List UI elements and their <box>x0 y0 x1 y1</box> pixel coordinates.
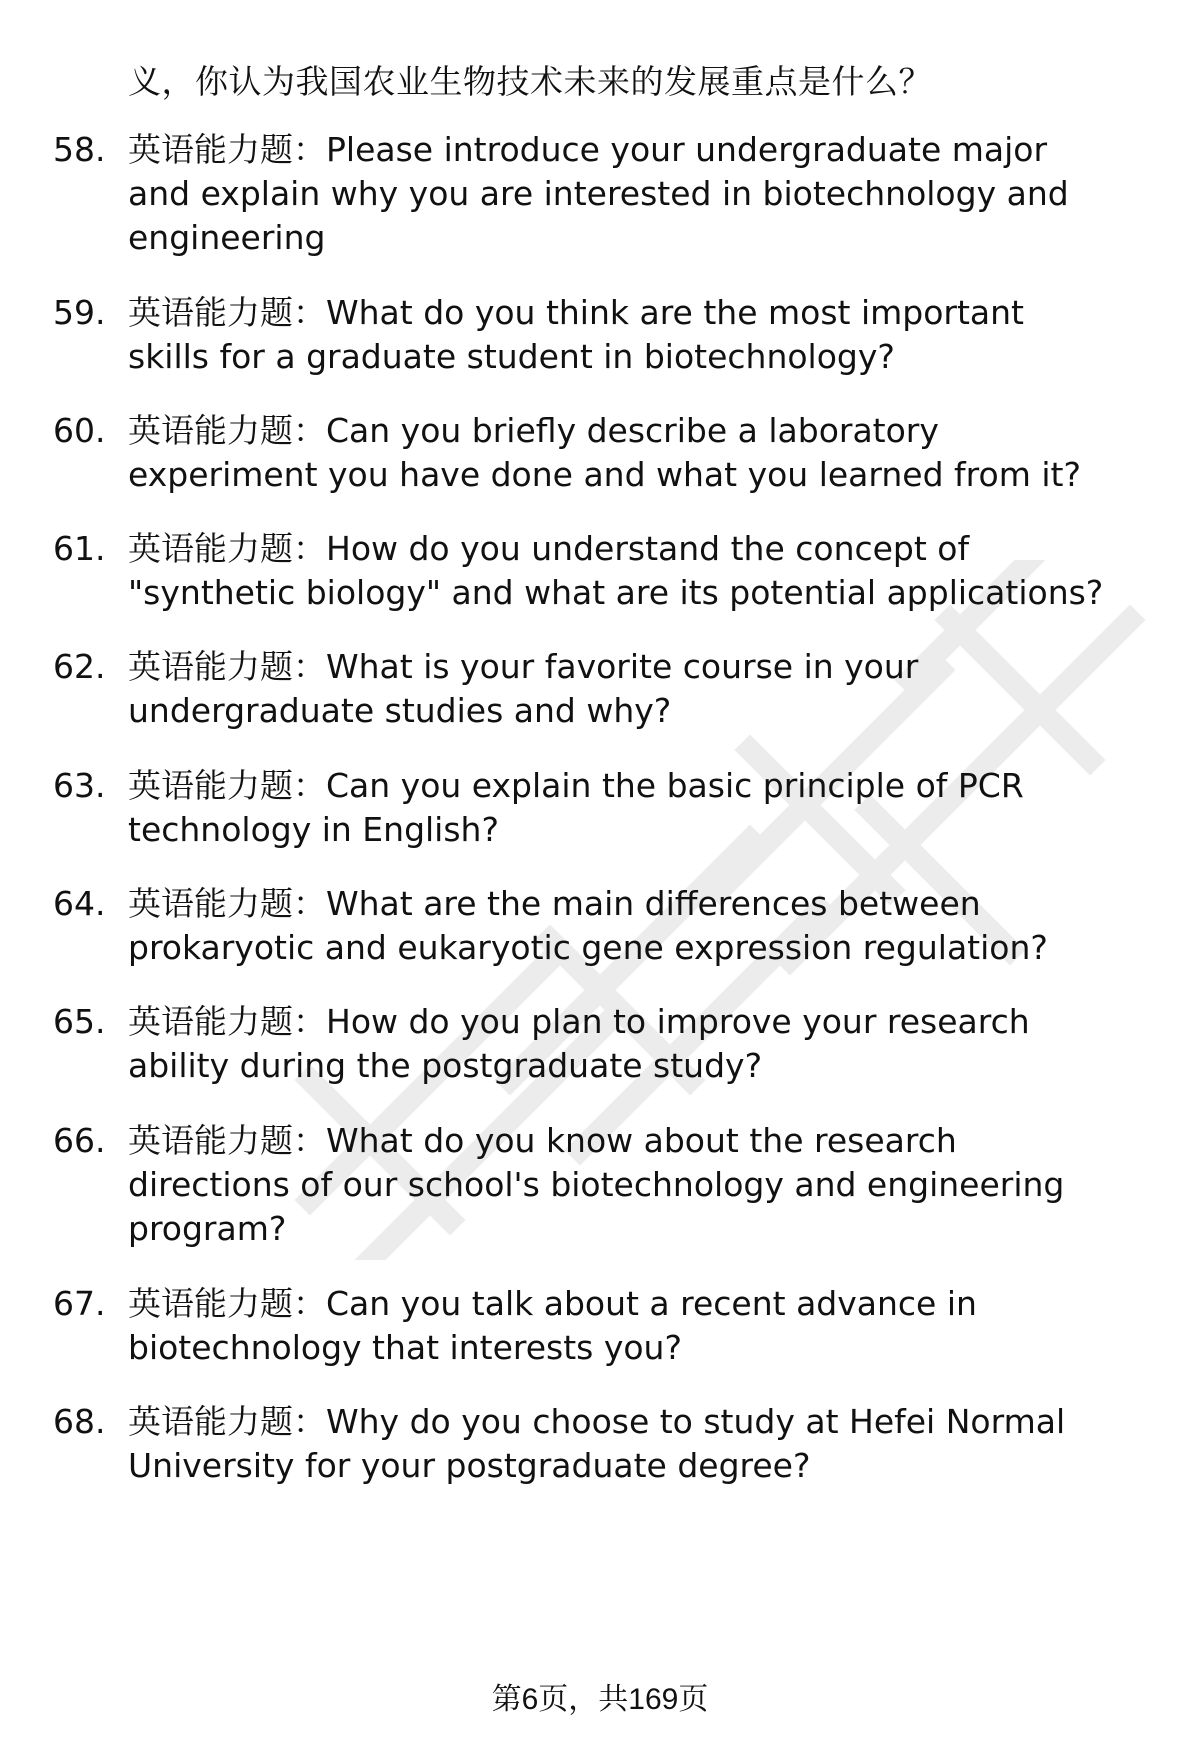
question-line: engineering <box>128 218 326 257</box>
question-text <box>128 1282 1158 1370</box>
question-text <box>128 527 1158 615</box>
question-line: University for your postgraduate degree? <box>128 1446 811 1485</box>
question-text <box>128 882 1158 970</box>
question-number: 58. <box>53 130 106 169</box>
question-line: 英语能力题：What do you know about the research <box>128 1121 957 1160</box>
question-line: biotechnology that interests you? <box>128 1328 682 1367</box>
question-line: 英语能力题：How do you plan to improve your research <box>128 1002 1030 1041</box>
question-number: 66. <box>53 1121 106 1160</box>
question-line: "synthetic biology" and what are its potential applications? <box>128 573 1104 612</box>
question-line: technology in English? <box>128 810 499 849</box>
continuation-line: 义，你认为我国农业生物技术未来的发展重点是什么？ <box>128 62 932 101</box>
question-line: experiment you have done and what you learned from it? <box>128 455 1081 494</box>
question-line: 英语能力题：Can you explain the basic principle of PCR <box>128 766 1024 805</box>
question-text <box>128 128 1158 260</box>
question-text <box>128 291 1158 379</box>
question-number: 63. <box>53 766 106 805</box>
question-text <box>128 764 1158 852</box>
question-line: 英语能力题：How do you understand the concept of <box>128 529 970 568</box>
question-text <box>128 409 1158 497</box>
question-number: 64. <box>53 884 106 923</box>
question-line: prokaryotic and eukaryotic gene expression regulation? <box>128 928 1048 967</box>
question-text <box>128 1400 1158 1488</box>
question-text <box>128 1119 1158 1251</box>
question-line: undergraduate studies and why? <box>128 691 672 730</box>
page-number-footer: 第6页，共169页 <box>491 1683 709 1716</box>
question-line: ability during the postgraduate study? <box>128 1046 763 1085</box>
question-number: 59. <box>53 293 106 332</box>
question-line: 英语能力题：What are the main differences between <box>128 884 981 923</box>
question-number: 67. <box>53 1284 106 1323</box>
question-line: 英语能力题：Can you talk about a recent advance in <box>128 1284 977 1323</box>
question-line: program? <box>128 1209 287 1248</box>
question-line: 英语能力题：What do you think are the most important <box>128 293 1024 332</box>
question-number: 61. <box>53 529 106 568</box>
question-text <box>128 1000 1158 1088</box>
question-text <box>128 645 1158 733</box>
question-number: 65. <box>53 1002 106 1041</box>
question-number: 62. <box>53 647 106 686</box>
question-line: and explain why you are interested in biotechnology and <box>128 174 1069 213</box>
question-line: 英语能力题：Why do you choose to study at Hefei Normal <box>128 1402 1066 1441</box>
question-line: 英语能力题：Can you briefly describe a laboratory <box>128 411 939 450</box>
question-line: skills for a graduate student in biotechnology? <box>128 337 895 376</box>
question-line: 英语能力题：What is your favorite course in your <box>128 647 919 686</box>
question-line: 英语能力题：Please introduce your undergraduate major <box>128 130 1048 169</box>
question-number: 60. <box>53 411 106 450</box>
question-number: 68. <box>53 1402 106 1441</box>
question-line: directions of our school's biotechnology and engineering <box>128 1165 1065 1204</box>
